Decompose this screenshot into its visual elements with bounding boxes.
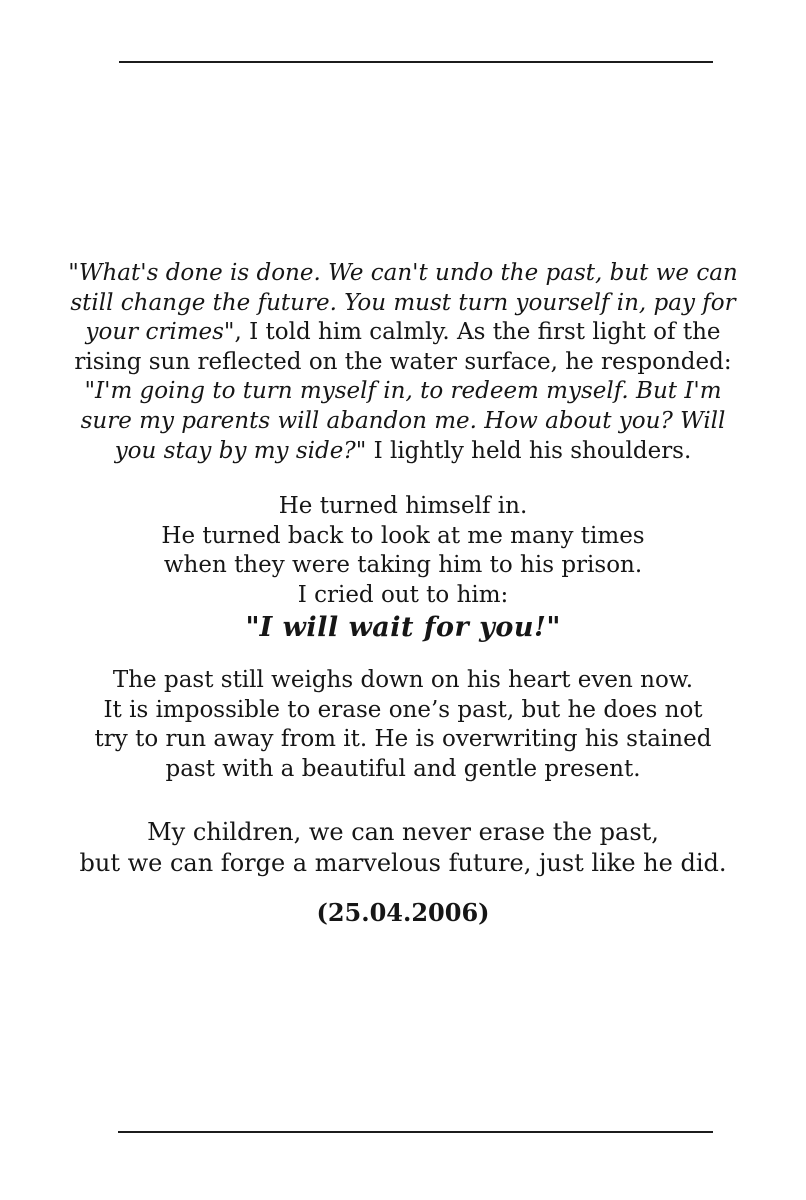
text-run: " xyxy=(546,612,561,644)
message-paragraph xyxy=(0,817,806,879)
text-run: you stay by my side? xyxy=(114,437,356,464)
opening-dialogue-paragraph xyxy=(0,259,806,466)
text-run: when they were taking him to his prison. xyxy=(163,552,643,579)
text-line xyxy=(0,610,806,647)
date-line: (25.04.2006) xyxy=(316,898,490,927)
text-run: My children, we can never erase the past, xyxy=(147,818,659,846)
text-line xyxy=(0,289,806,319)
text-run: I cried out to him: xyxy=(297,581,509,608)
text-run: " xyxy=(68,260,79,286)
text-line xyxy=(0,725,806,755)
top-divider-rule xyxy=(119,61,713,63)
text-line xyxy=(0,581,806,611)
text-line xyxy=(0,696,806,726)
text-run: " I lightly held his shoulders. xyxy=(355,437,692,464)
text-run: I will wait for you! xyxy=(259,612,547,644)
text-line xyxy=(0,318,806,348)
text-run: ", I told him calmly. As the first light of the xyxy=(223,319,721,346)
prison-paragraph xyxy=(0,492,806,647)
text-run: but we can forge a marvelous future, just like he did. xyxy=(79,849,727,877)
text-run: It is impossible to erase one’s past, but he does not xyxy=(103,696,703,723)
text-line xyxy=(0,666,806,696)
text-run: What's done is done. We can't undo the past, but we can xyxy=(78,260,738,286)
text-line xyxy=(0,522,806,552)
text-line xyxy=(0,348,806,378)
text-line xyxy=(0,377,806,407)
text-run: past with a beautiful and gentle present. xyxy=(165,755,641,782)
text-line xyxy=(0,848,806,879)
text-run: He turned back to look at me many times xyxy=(161,522,645,549)
text-line xyxy=(0,755,806,785)
text-run: try to run away from it. He is overwriting his stained xyxy=(94,726,712,753)
text-line xyxy=(0,817,806,848)
text-line xyxy=(0,492,806,522)
text-line xyxy=(0,407,806,437)
text-run: " xyxy=(245,612,260,644)
reflection-paragraph xyxy=(0,666,806,784)
text-run: " xyxy=(84,378,96,405)
text-line xyxy=(0,437,806,467)
text-run: sure my parents will abandon me. How about you? Will xyxy=(80,407,726,434)
text-run: still change the future. You must turn yourself in, pay for xyxy=(70,289,736,316)
text-line xyxy=(0,259,806,289)
bottom-divider-rule xyxy=(118,1131,713,1133)
text-run: rising sun reflected on the water surface, he responded: xyxy=(74,348,732,375)
text-run: I'm going to turn myself in, to redeem myself. But I'm xyxy=(95,378,722,405)
text-line xyxy=(0,551,806,581)
text-run: your crimes xyxy=(85,319,224,346)
text-run: He turned himself in. xyxy=(278,493,528,519)
text-run: The past still weighs down on his heart even now. xyxy=(112,667,694,693)
